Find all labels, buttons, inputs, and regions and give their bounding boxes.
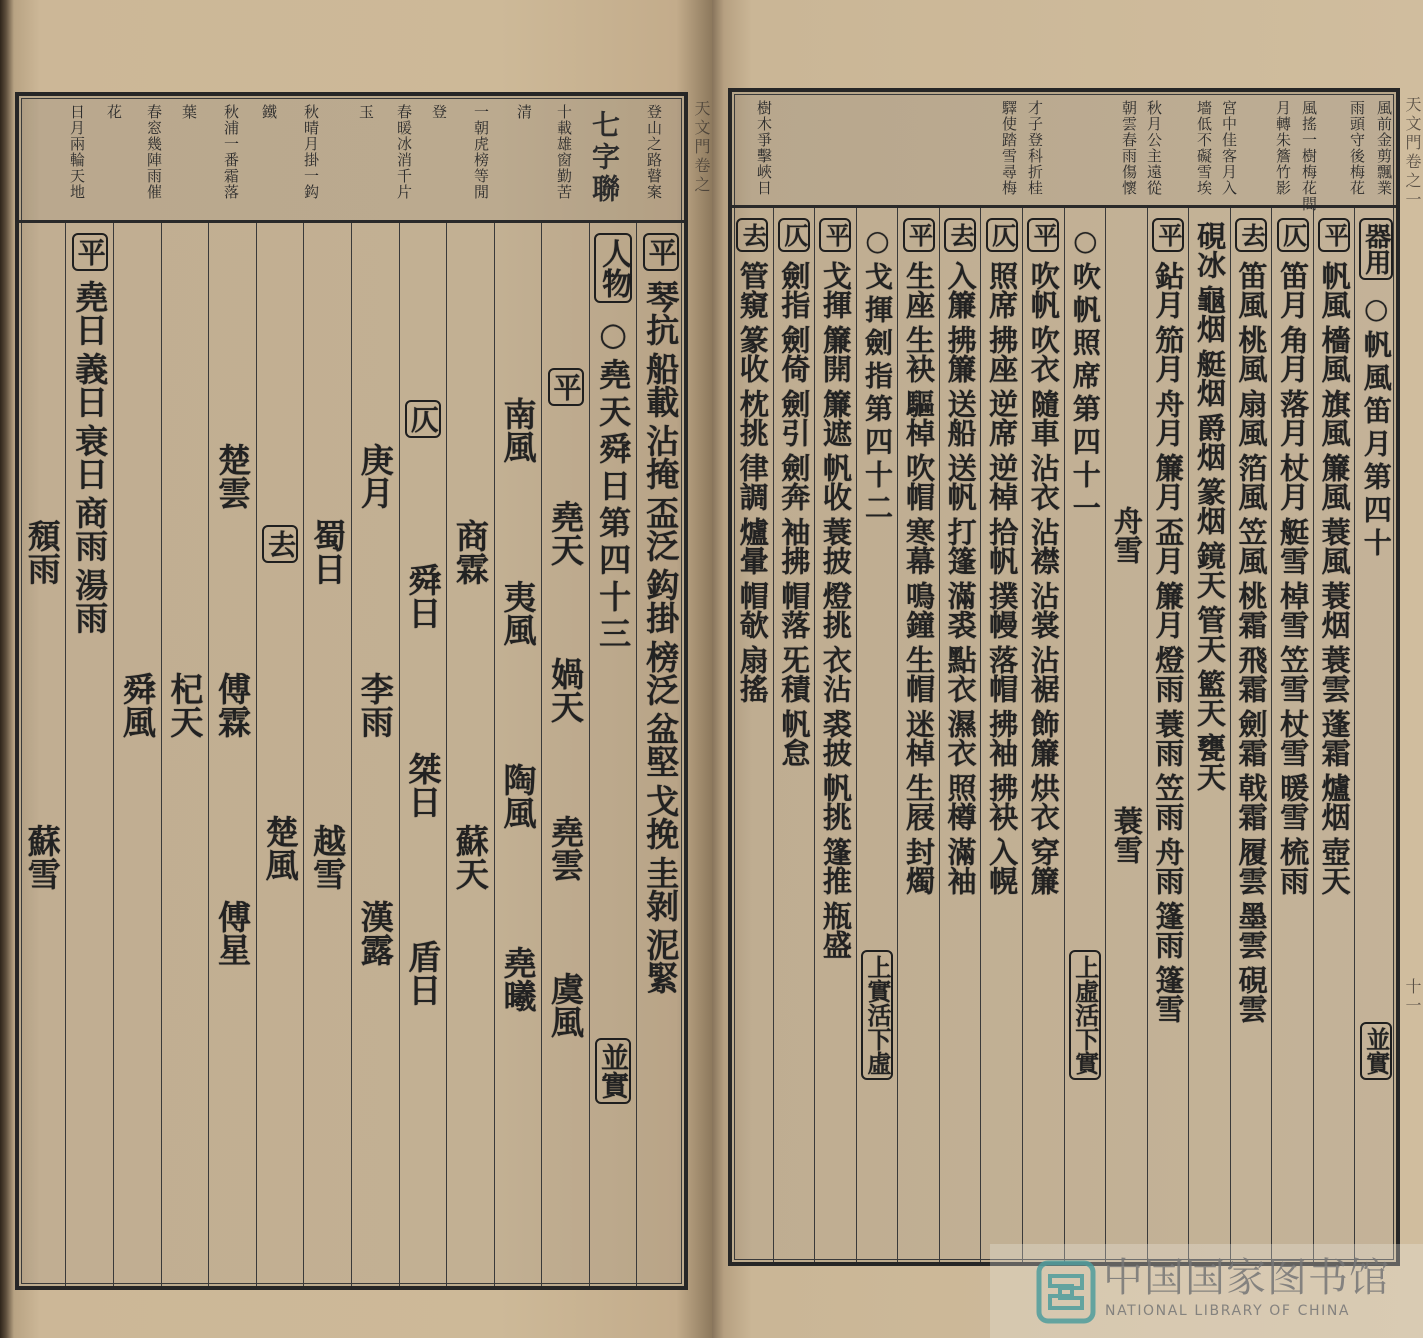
entry-word: 打篷	[943, 517, 978, 575]
entry-word: 拂座	[985, 325, 1020, 383]
entry-word: 扇風	[1234, 389, 1269, 447]
header-couplet-line: 春窓幾陣雨催	[145, 104, 163, 200]
entry-word: 簾開	[818, 325, 853, 383]
entry-word: 盾日	[403, 940, 443, 1007]
tone-marker: 仄	[405, 400, 441, 438]
entry-word: 蘇天	[450, 824, 490, 890]
entry-word: 梳雨	[1276, 837, 1311, 895]
entry-word: 劍倚	[777, 325, 812, 383]
header-couplet-line: 花	[105, 104, 123, 120]
entry-word: 傅星	[213, 900, 252, 967]
header-couplet-line: 日月兩輪天地	[68, 104, 86, 200]
entry-word: 瓶盛	[818, 901, 853, 959]
structure-tag: 並實	[1360, 1022, 1392, 1080]
text-column	[541, 223, 589, 1286]
entry-word: 裘披	[818, 709, 853, 767]
text-column	[1271, 208, 1313, 1262]
entry-word: 越雪	[308, 824, 348, 890]
header-couplet-line: 登山之路瞽案	[645, 104, 663, 200]
left-header-band	[19, 96, 684, 223]
entry-word: 湯雨	[70, 568, 110, 634]
entry-word: 桃風	[1234, 325, 1269, 383]
entry-word: 圭剝	[641, 856, 681, 922]
text-column	[1188, 208, 1230, 1262]
entry-word: 檣風	[1317, 325, 1352, 383]
entry-word: 衣沾	[818, 645, 853, 703]
entry-word: 戈揮	[818, 261, 853, 319]
entry-word: 南風	[498, 397, 538, 463]
text-column	[446, 223, 494, 1286]
entry-word: 硯冰	[1192, 221, 1227, 279]
entry-word: 吹帆	[1026, 261, 1061, 319]
entry-word: 點衣	[943, 645, 978, 703]
right-main-grid	[732, 208, 1396, 1262]
entry-word: 寒幕	[902, 517, 937, 575]
entry-word: 簾月	[1151, 453, 1186, 511]
section-heading-column	[856, 208, 898, 1262]
entry-word: 律調	[735, 453, 770, 511]
entry-word: 沾襟	[1026, 517, 1061, 575]
entry-word: 生屐	[902, 773, 937, 831]
header-couplet-line: 墻低不礙雪埃	[1195, 100, 1213, 196]
header-couplet-line: 雨頭守後梅花	[1348, 100, 1366, 196]
header-couplet-line: 朝雲春雨傷懷	[1120, 100, 1138, 196]
entry-word: 甕天	[1192, 733, 1227, 791]
entry-word: 角月	[1276, 325, 1311, 383]
header-couplet-line: 驛使踏雪尋梅	[1000, 100, 1018, 196]
entry-word: 蘇雪	[22, 824, 62, 890]
entry-word: 篆收	[735, 325, 770, 383]
entry-word: 衰日	[70, 424, 110, 490]
tone-marker: 平	[819, 218, 851, 252]
entry-word: 劍奔	[777, 453, 812, 511]
text-column	[256, 223, 304, 1286]
entry-word: 帆挑	[818, 773, 853, 831]
tone-marker: 平	[72, 233, 108, 271]
entry-word: 簾風	[1317, 453, 1352, 511]
entry-word: 杖雪	[1276, 709, 1311, 767]
entry-word: 虞風	[546, 971, 586, 1038]
entry-word: 笠雪	[1276, 645, 1311, 703]
entry-word: 袖拂	[777, 517, 812, 575]
entry-word: 笛風	[1234, 261, 1269, 319]
header-couplet-line: 一朝虎榜等閒	[472, 104, 490, 200]
right-edge-page-number: 十一	[1403, 978, 1422, 1016]
header-couplet-line: 風搖一樹梅花間	[1300, 100, 1318, 212]
entry-word: 舜風	[117, 671, 157, 738]
entry-word: 泥緊	[641, 928, 681, 994]
header-couplet-line: 秋月公主遠從	[1145, 100, 1163, 196]
tone-marker: 仄	[986, 218, 1018, 252]
section-heading: ○帆風笛月第四十	[1359, 292, 1393, 561]
entry-word: 鳴鐘	[902, 581, 937, 639]
entry-word: 漢露	[355, 900, 395, 967]
tone-marker: 平	[548, 368, 584, 406]
text-column	[1230, 208, 1272, 1262]
entry-word: 吹帽	[902, 453, 937, 511]
entry-word: 媧天	[546, 657, 586, 724]
entry-word: 滿裘	[943, 581, 978, 639]
entry-word: 蓑雲	[1317, 645, 1352, 703]
header-couplet-line: 宮中佳客月入	[1220, 100, 1238, 196]
header-couplet-line: 葉	[180, 104, 198, 120]
entry-word: 硯雲	[1234, 965, 1269, 1023]
header-couplet-line: 月轉朱簷竹影	[1274, 100, 1292, 196]
entry-word: 沾裾	[1026, 645, 1061, 703]
section-heading: ○堯天舜日第四十三	[594, 315, 633, 654]
entry-word: 吹衣	[1026, 325, 1061, 383]
text-column	[303, 223, 351, 1286]
entry-word: 管窺	[735, 261, 770, 319]
entry-word: 鉆月	[1151, 261, 1186, 319]
entry-word: 劍霜	[1234, 709, 1269, 767]
entry-word: 傅霖	[213, 671, 252, 738]
header-couplet-line: 十載雄窗勤苦	[555, 104, 573, 200]
header-couplet-line: 鐵	[260, 104, 278, 120]
entry-word: 逆席	[985, 389, 1020, 447]
entry-word: 枕挑	[735, 389, 770, 447]
tone-marker: 平	[643, 233, 679, 271]
entry-word: 落月	[1276, 389, 1311, 447]
entry-word: 商雨	[70, 496, 110, 562]
entry-word: 義日	[70, 352, 110, 418]
entry-word: 杖月	[1276, 453, 1311, 511]
right-header-band	[732, 92, 1396, 212]
section-heading-column	[1064, 208, 1106, 1262]
entry-word: 烘衣	[1026, 773, 1061, 831]
entry-word: 鈎掛	[641, 568, 681, 634]
section-heading-column	[1354, 208, 1396, 1262]
entry-word: 棹雪	[1276, 581, 1311, 639]
entry-word: 生座	[902, 261, 937, 319]
tone-marker: 去	[1235, 218, 1267, 252]
entry-word: 逆棹	[985, 453, 1020, 511]
entry-word: 籃天	[1192, 669, 1227, 727]
category-box: 器用	[1359, 218, 1393, 280]
entry-word: 沾衣	[1026, 453, 1061, 511]
left-inner-edge-label: 天文門卷之	[692, 100, 711, 195]
section-heading-column	[589, 223, 637, 1286]
entry-word: 扇搖	[735, 645, 770, 703]
text-column	[1022, 208, 1064, 1262]
entry-word: 落帽	[985, 645, 1020, 703]
entry-word: 壺天	[1317, 837, 1352, 895]
text-column	[732, 208, 773, 1262]
header-couplet-line: 樹木爭擊峽日	[755, 100, 773, 196]
entry-word: 楚雲	[213, 442, 252, 509]
entry-word: 燈雨	[1151, 645, 1186, 703]
entry-word: 蓑烟	[1317, 581, 1352, 639]
text-column	[351, 223, 399, 1286]
right-edge-label: 天文門卷之一	[1403, 96, 1422, 210]
entry-word: 生帽	[902, 645, 937, 703]
entry-word: 蓑披	[818, 517, 853, 575]
entry-word: 盆堅	[641, 712, 681, 778]
entry-word: 琴抗	[641, 280, 681, 346]
library-seal-icon	[1036, 1260, 1096, 1324]
entry-word: 送帆	[943, 453, 978, 511]
entry-word: 暖雪	[1276, 773, 1311, 831]
entry-word: 舜日	[403, 563, 443, 630]
entry-word: 送船	[943, 389, 978, 447]
entry-word: 李雨	[355, 671, 395, 738]
text-column	[1147, 208, 1189, 1262]
entry-word: 撲幔	[985, 581, 1020, 639]
entry-word: 笛月	[1276, 261, 1311, 319]
text-column	[494, 223, 542, 1286]
watermark-subtitle: NATIONAL LIBRARY OF CHINA	[1105, 1303, 1351, 1319]
entry-word: 蓬霜	[1317, 709, 1352, 767]
text-column	[65, 223, 113, 1286]
entry-word: 舟雨	[1151, 837, 1186, 895]
entry-word: 沾掩	[641, 424, 681, 490]
entry-word: 入簾	[943, 261, 978, 319]
text-column	[939, 208, 981, 1262]
entry-word: 舟月	[1151, 389, 1186, 447]
header-couplet-line: 秋浦一番霜落	[222, 104, 240, 200]
entry-word: 蓑雪	[1109, 805, 1144, 864]
tone-marker: 平	[1318, 218, 1350, 252]
entry-word: 拂袂	[985, 773, 1020, 831]
entry-word: 桃霜	[1234, 581, 1269, 639]
entry-word: 蓑風	[1317, 517, 1352, 575]
text-column	[773, 208, 815, 1262]
header-couplet-line: 風前金剪飄業	[1375, 100, 1393, 196]
right-page-frame	[728, 88, 1400, 1266]
header-couplet-line: 才子登科折桂	[1026, 100, 1044, 196]
entry-word: 劍指	[777, 261, 812, 319]
text-column	[113, 223, 161, 1286]
entry-word: 笳月	[1151, 325, 1186, 383]
entry-word: 墨雲	[1234, 901, 1269, 959]
entry-word: 陶風	[498, 763, 538, 829]
entry-word: 照樽	[943, 773, 978, 831]
entry-word: 旡積	[777, 645, 812, 703]
entry-word: 篆烟	[1192, 477, 1227, 535]
tone-marker: 仄	[1277, 218, 1309, 252]
entry-word: 笠雨	[1151, 773, 1186, 831]
text-column	[208, 223, 256, 1286]
entry-word: 艇雪	[1276, 517, 1311, 575]
entry-word: 帽欹	[735, 581, 770, 639]
section-heading: ○吹帆照席第四十一	[1068, 224, 1102, 526]
entry-word: 戟霜	[1234, 773, 1269, 831]
tone-marker: 去	[736, 218, 768, 252]
entry-word: 帆怠	[777, 709, 812, 767]
tone-marker: 去	[262, 525, 298, 563]
structure-tag: 上虛活下實	[1069, 950, 1101, 1080]
entry-word: 龜烟	[1192, 285, 1227, 343]
entry-word: 拂袖	[985, 709, 1020, 767]
entry-word: 艇烟	[1192, 349, 1227, 407]
entry-word: 堯天	[546, 500, 586, 567]
entry-word: 蜀日	[308, 519, 348, 585]
left-page-frame	[15, 92, 688, 1290]
entry-word: 生袂	[902, 325, 937, 383]
text-column	[814, 208, 856, 1262]
entry-word: 笠風	[1234, 517, 1269, 575]
entry-word: 拾帆	[985, 517, 1020, 575]
entry-word: 堯曦	[498, 946, 538, 1012]
entry-word: 穿簾	[1026, 837, 1061, 895]
structure-tag: 並實	[595, 1038, 631, 1104]
text-column	[1313, 208, 1355, 1262]
entry-word: 爐烟	[1317, 773, 1352, 831]
entry-word: 履雲	[1234, 837, 1269, 895]
entry-word: 入幌	[985, 837, 1020, 895]
tone-marker: 平	[903, 218, 935, 252]
entry-word: 簾月	[1151, 581, 1186, 639]
entry-word: 夷風	[498, 580, 538, 646]
entry-word: 拂簾	[943, 325, 978, 383]
entry-word: 頹雨	[22, 519, 62, 585]
entry-word: 爐暈	[735, 517, 770, 575]
header-couplet-line: 登	[430, 104, 448, 120]
entry-word: 飾簾	[1026, 709, 1061, 767]
left-main-grid	[19, 223, 684, 1286]
section-heading: ○戈揮劍指第四十二	[860, 224, 894, 526]
entry-word: 篷推	[818, 837, 853, 895]
text-column	[399, 223, 447, 1286]
entry-word: 帆風	[1317, 261, 1352, 319]
entry-word: 旗風	[1317, 389, 1352, 447]
category-box: 人物	[594, 233, 632, 303]
entry-word: 鏡天	[1192, 541, 1227, 599]
entry-word: 楚風	[260, 814, 300, 881]
entry-word: 帆收	[818, 453, 853, 511]
header-couplet-line: 春暖冰消千片	[395, 104, 413, 200]
text-column	[980, 208, 1022, 1262]
entry-word: 劍引	[777, 389, 812, 447]
entry-word: 沾裳	[1026, 581, 1061, 639]
text-column	[636, 223, 684, 1286]
text-column	[897, 208, 939, 1262]
entry-word: 管天	[1192, 605, 1227, 663]
tone-marker: 仄	[778, 218, 810, 252]
entry-word: 篷雪	[1151, 965, 1186, 1023]
entry-word: 隨車	[1026, 389, 1061, 447]
entry-word: 封燭	[902, 837, 937, 895]
entry-word: 桀日	[403, 751, 443, 818]
entry-word: 杞天	[165, 671, 205, 738]
entry-word: 燈挑	[818, 581, 853, 639]
entry-word: 庚月	[355, 442, 395, 509]
entry-word: 箔風	[1234, 453, 1269, 511]
entry-word: 照席	[985, 261, 1020, 319]
tone-marker: 平	[1027, 218, 1059, 252]
tone-marker: 平	[1152, 218, 1184, 252]
entry-word: 簾遮	[818, 389, 853, 447]
entry-word: 帽落	[777, 581, 812, 639]
entry-word: 迷棹	[902, 709, 937, 767]
watermark-title: 中国国家图书馆	[1103, 1255, 1390, 1301]
entry-word: 戈挽	[641, 784, 681, 850]
entry-word: 飛霜	[1234, 645, 1269, 703]
text-column	[161, 223, 209, 1286]
header-couplet-line: 清	[515, 104, 533, 120]
entry-word: 榜泛	[641, 640, 681, 706]
entry-word: 舟雪	[1109, 506, 1144, 565]
entry-word: 濕衣	[943, 709, 978, 767]
entry-word: 船載	[641, 352, 681, 418]
entry-word: 盃月	[1151, 517, 1186, 575]
text-column	[19, 223, 66, 1286]
entry-word: 篷雨	[1151, 901, 1186, 959]
entry-word: 商霖	[450, 519, 490, 585]
header-title: 七字聯	[588, 110, 621, 206]
header-couplet-line: 秋晴月掛一鈎	[302, 104, 320, 200]
entry-word: 蓑雨	[1151, 709, 1186, 767]
entry-word: 堯日	[70, 280, 110, 346]
tone-marker: 去	[944, 218, 976, 252]
text-column	[1105, 208, 1147, 1262]
header-couplet-line: 玉	[357, 104, 375, 120]
entry-word: 滿袖	[943, 837, 978, 895]
entry-word: 堯雲	[546, 814, 586, 881]
entry-word: 盃泛	[641, 496, 681, 562]
entry-word: 驅棹	[902, 389, 937, 447]
structure-tag: 上實活下虛	[861, 950, 893, 1080]
entry-word: 爵烟	[1192, 413, 1227, 471]
